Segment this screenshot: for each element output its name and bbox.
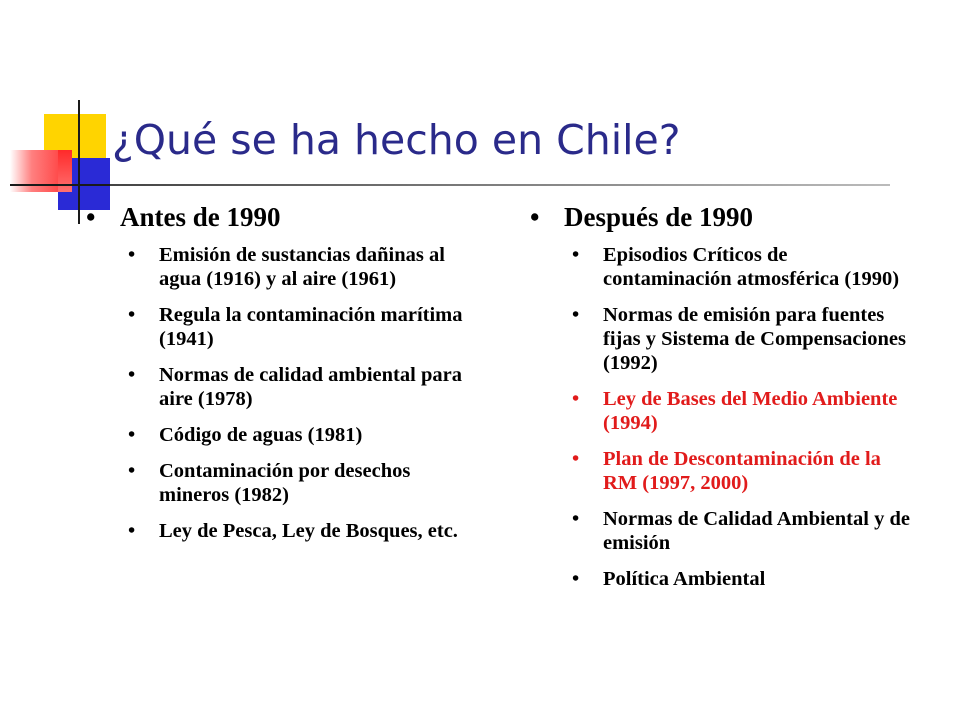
bullet-icon: • — [128, 520, 136, 542]
bullet-icon: • — [128, 364, 136, 386]
slide-title: ¿Qué se ha hecho en Chile? — [112, 116, 681, 164]
right-heading — [530, 202, 910, 233]
bullet-icon: • — [128, 304, 136, 326]
left-heading — [86, 202, 466, 233]
bullet-icon: • — [86, 202, 96, 232]
list-item-text: Episodios Críticos de contaminación atmosférica (1990) — [603, 244, 900, 290]
right-list — [530, 243, 910, 591]
bullet-icon: • — [572, 304, 580, 326]
list-item-text: Plan de Descontaminación de la RM (1997, 2000) — [603, 448, 881, 494]
list-item-text: Normas de emisión para fuentes fijas y Sistema de Compensaciones (1992) — [603, 304, 906, 374]
list-item — [572, 447, 910, 495]
list-item — [572, 303, 910, 375]
bullet-icon: • — [572, 244, 580, 266]
bullet-icon: • — [572, 568, 580, 590]
right-column — [530, 202, 910, 603]
bullet-icon: • — [128, 460, 136, 482]
list-item — [128, 243, 466, 291]
list-item — [128, 519, 466, 543]
list-item-text: Normas de Calidad Ambiental y de emisión — [603, 508, 910, 554]
list-item — [572, 507, 910, 555]
list-item-text: Normas de calidad ambiental para aire (1978) — [159, 364, 462, 410]
list-item — [572, 387, 910, 435]
decorative-vertical-line — [78, 100, 80, 224]
list-item — [572, 243, 910, 291]
bullet-icon: • — [572, 448, 580, 470]
list-item-text: Contaminación por desechos mineros (1982) — [159, 460, 411, 506]
left-heading-label: Antes de 1990 — [120, 202, 281, 232]
list-item-text: Regula la contaminación marítima (1941) — [159, 304, 463, 350]
bullet-icon: • — [530, 202, 540, 232]
list-item-text: Ley de Bases del Medio Ambiente (1994) — [603, 388, 898, 434]
bullet-icon: • — [572, 388, 580, 410]
bullet-icon: • — [128, 244, 136, 266]
decorative-horizontal-fade — [110, 184, 890, 186]
list-item — [128, 423, 466, 447]
list-item-text: Código de aguas (1981) — [159, 424, 363, 446]
list-item — [572, 567, 910, 591]
bullet-icon: • — [128, 424, 136, 446]
list-item — [128, 459, 466, 507]
right-heading-label: Después de 1990 — [564, 202, 754, 232]
list-item-text: Emisión de sustancias dañinas al agua (1916) y al aire (1961) — [159, 244, 445, 290]
list-item — [128, 363, 466, 411]
list-item — [128, 303, 466, 351]
bullet-icon: • — [572, 508, 580, 530]
list-item-text: Política Ambiental — [603, 568, 766, 590]
left-column — [86, 202, 466, 555]
list-item-text: Ley de Pesca, Ley de Bosques, etc. — [159, 520, 458, 542]
left-list — [86, 243, 466, 543]
